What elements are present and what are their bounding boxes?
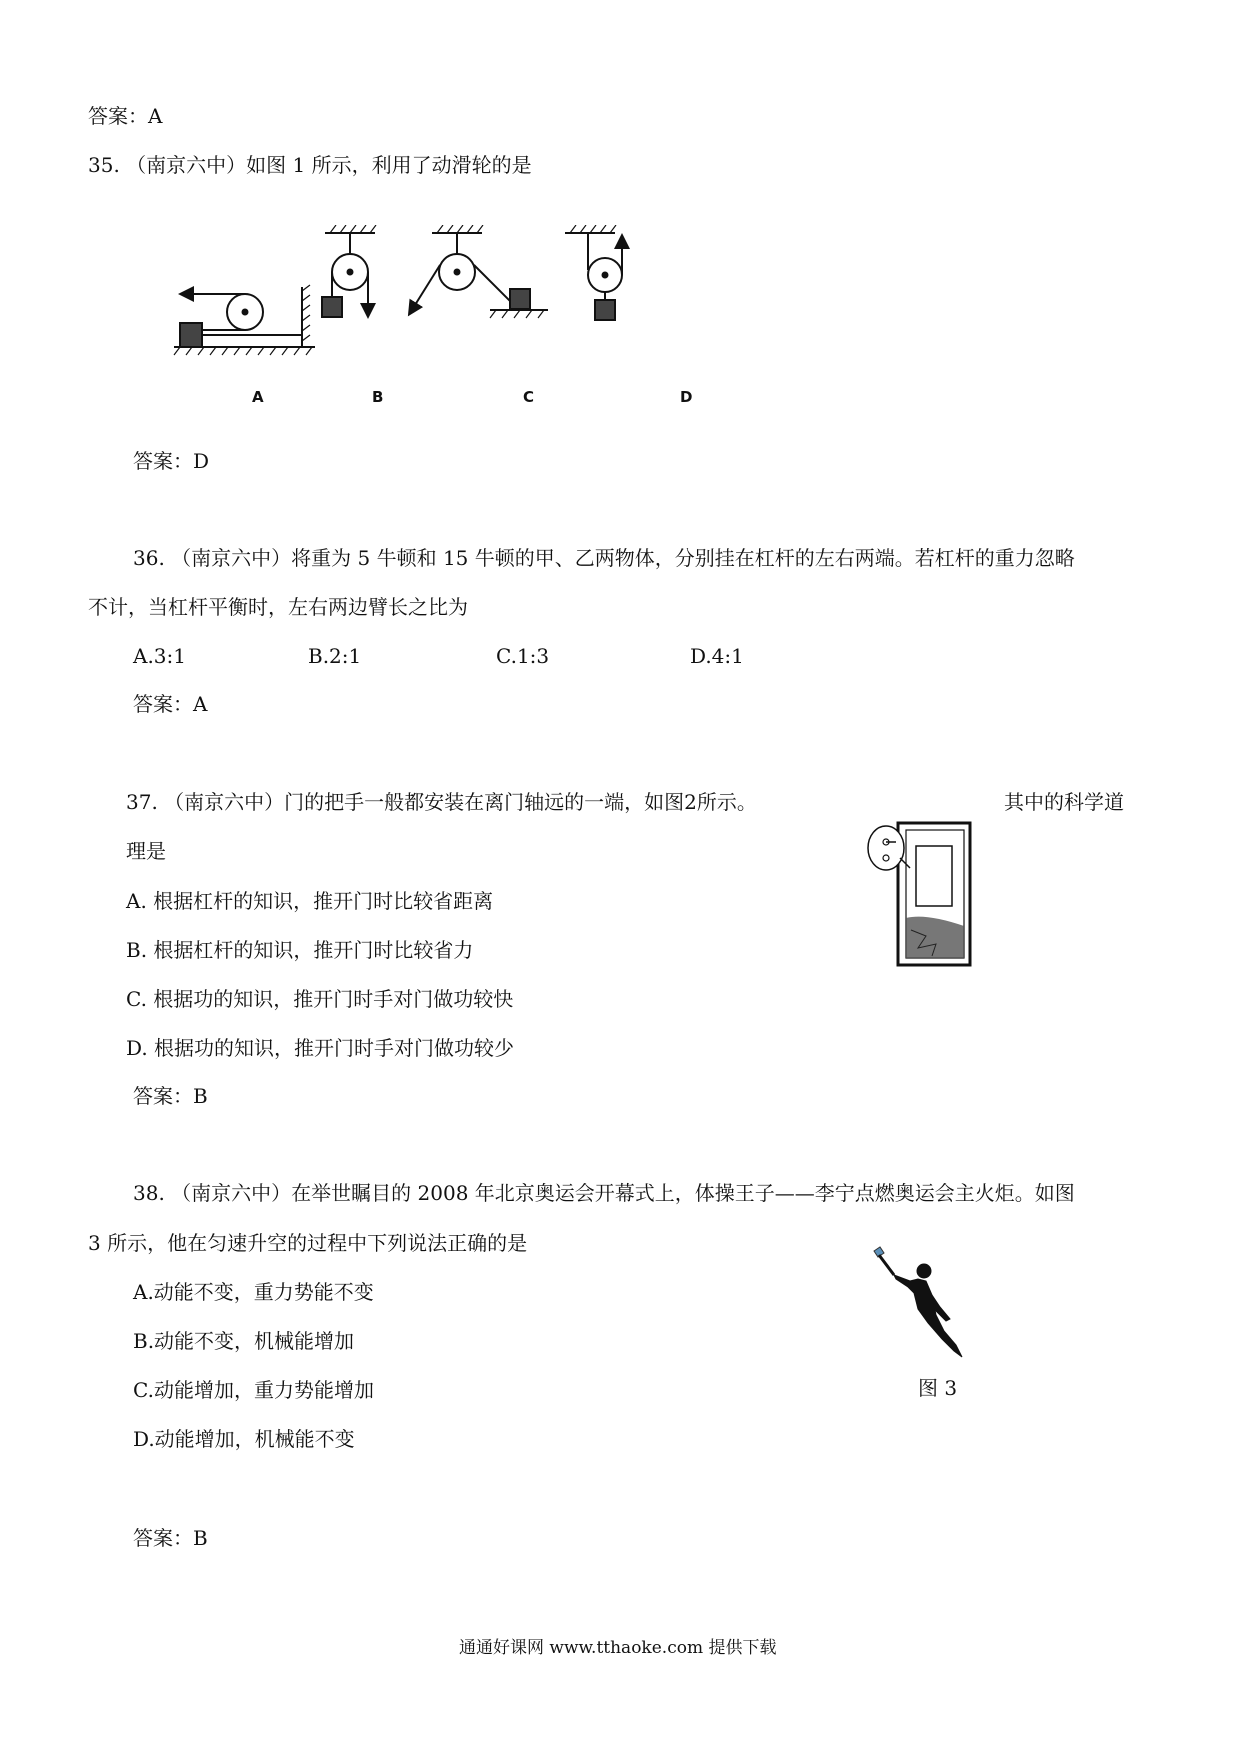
pulley-option-a-diagram <box>174 285 315 355</box>
pulley-option-b-diagram <box>322 225 376 317</box>
figure-caption-c: C <box>523 388 535 406</box>
question-37-line-1: 37. （南京六中）门的把手一般都安装在离门轴远的一端，如图2所示。 <box>126 790 757 814</box>
footer-source: 通通好课网 www.tthaoke.com 提供下载 <box>459 1638 777 1658</box>
option-38-d: D.动能增加，机械能不变 <box>133 1427 355 1451</box>
question-38-line-1: 38. （南京六中）在举世瞩目的 2008 年北京奥运会开幕式上，体操王子——李宁点燃奥运会主火炬。如图 <box>133 1181 1075 1205</box>
option-36-b: B.2:1 <box>308 644 362 668</box>
question-38-line-2: 3 所示，他在匀速升空的过程中下列说法正确的是 <box>88 1231 528 1255</box>
pulley-option-c-diagram <box>410 225 548 318</box>
question-37-line-1-tail: 其中的科学道 <box>1004 790 1124 814</box>
figure-3-caption: 图 3 <box>918 1376 958 1400</box>
door-handle-figure-2 <box>866 818 976 968</box>
option-38-b: B.动能不变，机械能增加 <box>133 1329 355 1353</box>
option-37-c: C. 根据功的知识，推开门时手对门做功较快 <box>126 987 514 1011</box>
question-36-line-2: 不计，当杠杆平衡时，左右两边臂长之比为 <box>88 595 468 619</box>
answer-37: 答案：B <box>133 1084 208 1108</box>
option-37-d: D. 根据功的知识，推开门时手对门做功较少 <box>126 1036 515 1060</box>
option-38-a: A.动能不变，重力势能不变 <box>133 1280 374 1304</box>
question-36-line-1: 36. （南京六中）将重为 5 牛顿和 15 牛顿的甲、乙两物体，分别挂在杠杆的左右两端。若杠杆的重力忽略 <box>133 546 1075 570</box>
answer-38: 答案：B <box>133 1526 208 1550</box>
figure-caption-a: A <box>252 388 264 406</box>
answer-35: 答案：D <box>133 449 210 473</box>
pulley-figure-1 <box>170 225 720 370</box>
answer-prev: 答案：A <box>88 104 163 128</box>
question-37-line-2: 理是 <box>126 839 166 863</box>
option-37-a: A. 根据杠杆的知识，推开门时比较省距离 <box>126 889 494 913</box>
answer-36: 答案：A <box>133 692 208 716</box>
figure-caption-b: B <box>372 388 384 406</box>
option-36-a: A.3:1 <box>133 644 186 668</box>
option-36-d: D.4:1 <box>690 644 744 668</box>
question-35-stem: 35. （南京六中）如图 1 所示，利用了动滑轮的是 <box>88 153 532 177</box>
option-37-b: B. 根据杠杆的知识，推开门时比较省力 <box>126 938 474 962</box>
option-36-c: C.1:3 <box>496 644 550 668</box>
pulley-option-d-diagram <box>565 225 622 320</box>
figure-caption-d: D <box>680 388 693 406</box>
option-38-c: C.动能增加，重力势能增加 <box>133 1378 374 1402</box>
torch-bearer-figure-3 <box>866 1245 976 1360</box>
